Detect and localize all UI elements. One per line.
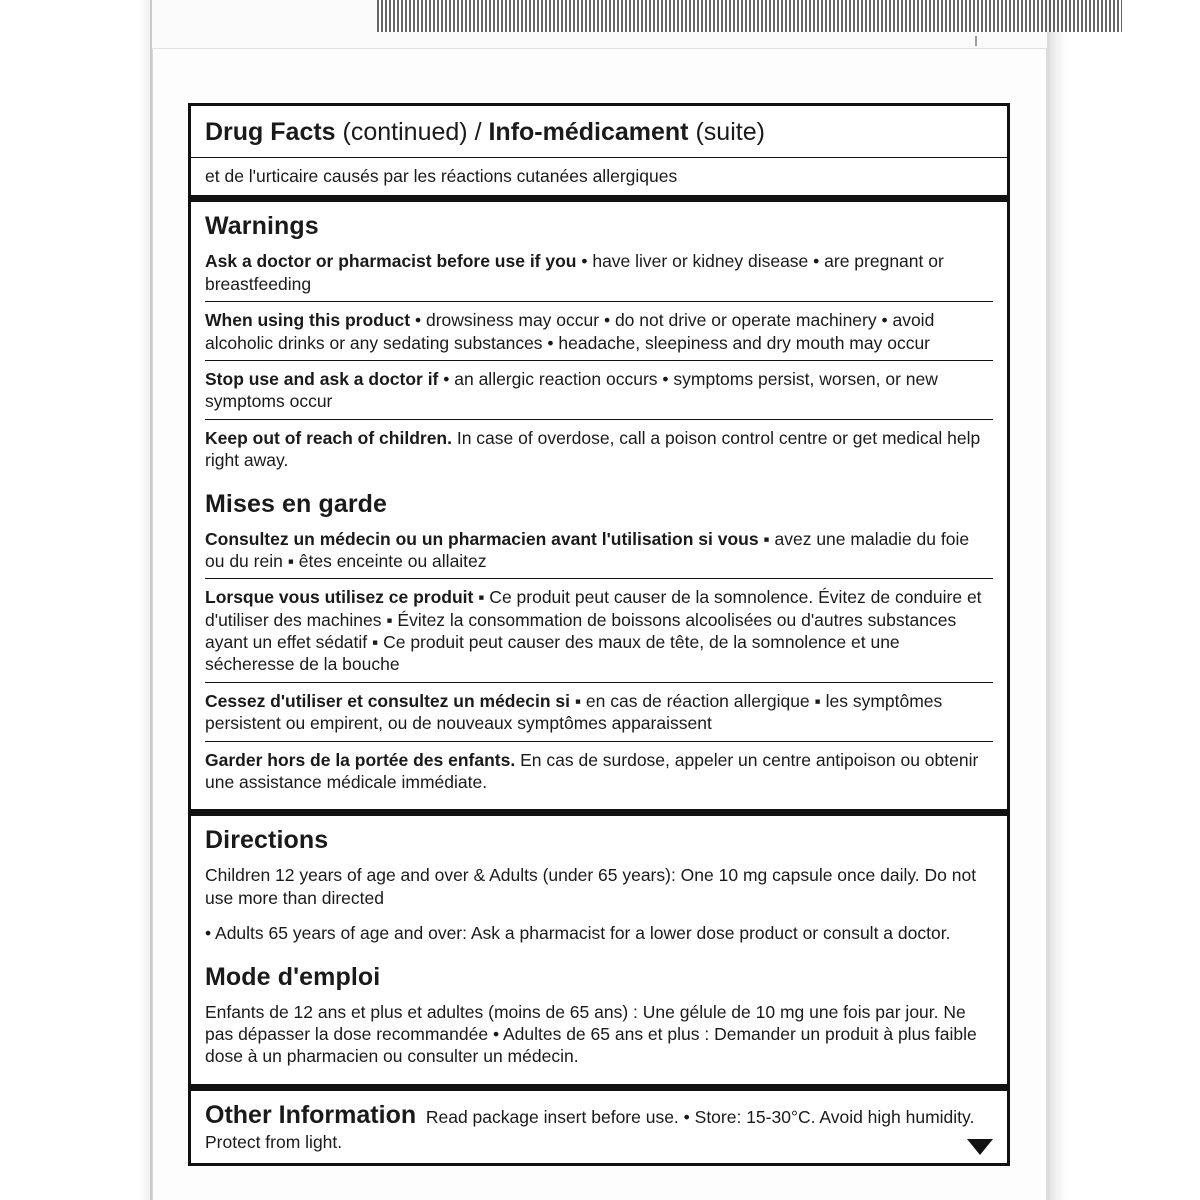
flap-tick-mark bbox=[975, 36, 977, 46]
warning-lead: Keep out of reach of children. bbox=[205, 427, 452, 448]
warning-item-fr bbox=[205, 744, 993, 800]
warnings-section bbox=[191, 202, 1007, 816]
package-left-shadow bbox=[138, 0, 152, 1200]
title-main: Drug Facts bbox=[205, 118, 336, 146]
warning-lead-fr: Garder hors de la portée des enfants. bbox=[205, 749, 516, 770]
warning-lead-fr: Consultez un médecin ou un pharmacien avant l'utilisation si vous bbox=[205, 528, 759, 549]
directions-heading-en: Directions bbox=[205, 826, 329, 855]
warning-lead-fr: Lorsque vous utilisez ce produit bbox=[205, 587, 474, 608]
warning-item-fr bbox=[205, 523, 993, 580]
other-information-text: Read package insert before use. • Store: 15-30°C. Avoid high humidity. Protect from light. bbox=[205, 1106, 975, 1152]
package-right-shadow bbox=[1050, 0, 1066, 1200]
package-top-flap bbox=[152, 0, 1047, 49]
warning-text: • have liver or kidney disease • are pregnant or breastfeeding bbox=[205, 251, 944, 294]
warning-text: • an allergic reaction occurs • symptoms persist, worsen, or new symptoms occur bbox=[205, 368, 938, 412]
warning-lead: Stop use and ask a doctor if bbox=[205, 368, 439, 389]
other-information-section bbox=[191, 1091, 1007, 1163]
warnings-heading-fr: Mises en garde bbox=[205, 489, 388, 518]
drug-facts-title bbox=[191, 106, 1007, 158]
other-information-heading: Other Information bbox=[205, 1100, 417, 1129]
warning-item bbox=[205, 363, 993, 420]
continued-uses-line: et de l'urticaire causés par les réactions cutanées allergiques bbox=[191, 158, 1007, 202]
directions-heading-fr: Mode d'emploi bbox=[205, 962, 381, 991]
barcode-strip-icon bbox=[377, 0, 1122, 32]
warning-lead: Ask a doctor or pharmacist before use if you bbox=[205, 251, 577, 272]
title-fr: Info-médicament bbox=[488, 118, 689, 146]
directions-text-fr: Enfants de 12 ans et plus et adultes (moins de 65 ans) : Une gélule de 10 mg une fois par jour. Ne pas dépasser la dose recommandée • Adultes de 65 ans et plus : Demander un produit à plus faible dose à un pharmacien ou consulter un médecin. bbox=[205, 1001, 977, 1067]
warning-text: • drowsiness may occur • do not drive or operate machinery • avoid alcoholic drinks or any sedating substances • headache, sleepiness and dry mouth may occur bbox=[205, 310, 935, 353]
title-separator: / bbox=[474, 118, 482, 146]
warning-lead-fr: Cessez d'utiliser et consultez un médecin si bbox=[205, 690, 570, 711]
continued-triangle-icon bbox=[967, 1139, 993, 1155]
warning-text-fr: ▪ avez une maladie du foie ou du rein ▪ êtes enceinte ou allaitez bbox=[205, 528, 970, 571]
title-main-paren: (continued) bbox=[342, 118, 468, 146]
warning-text-fr: ▪ Ce produit peut causer de la somnolence. Évitez de conduire et d'utiliser des machines ▪ Évitez la consommation de boissons alcoolisées ou d'autres substances ayant un effet sédatif ▪ Ce produit peut causer des maux de tête, de la somnolence et une sécheresse de la bouche bbox=[205, 587, 982, 675]
warnings-heading-en: Warnings bbox=[205, 212, 319, 241]
warning-text-fr: En cas de surdose, appeler un centre antipoison ou obtenir une assistance médicale immédiate. bbox=[205, 749, 979, 793]
warning-item bbox=[205, 304, 993, 361]
title-fr-paren: (suite) bbox=[695, 118, 765, 146]
directions-text-en-1: Children 12 years of age and over & Adults (under 65 years): One 10 mg capsule once daily. Do not use more than directed bbox=[205, 865, 977, 908]
directions-text-en-2: • Adults 65 years of age and over: Ask a pharmacist for a lower dose product or consult a doctor. bbox=[205, 923, 951, 944]
warning-lead: When using this product bbox=[205, 310, 411, 331]
warning-item bbox=[205, 422, 993, 478]
warning-item-fr bbox=[205, 685, 993, 742]
warning-item bbox=[205, 245, 993, 302]
directions-section bbox=[191, 816, 1007, 1090]
warning-text: In case of overdose, call a poison control centre or get medical help right away. bbox=[205, 427, 981, 471]
warning-text-fr: ▪ en cas de réaction allergique ▪ les symptômes persistent ou empirent, ou de nouveaux symptômes apparaissent bbox=[205, 690, 943, 734]
drug-facts-panel bbox=[188, 103, 1010, 1166]
warning-item-fr bbox=[205, 581, 993, 683]
